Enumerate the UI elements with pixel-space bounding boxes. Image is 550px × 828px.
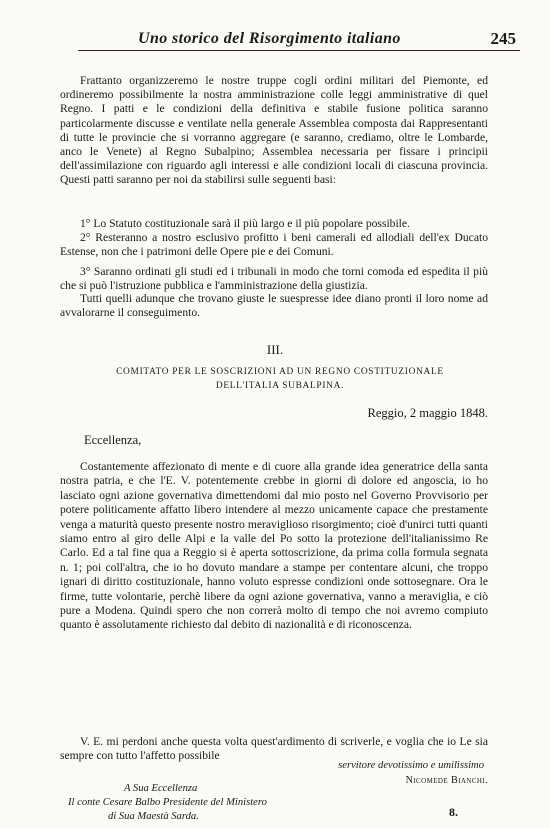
sheet-mark: 8. — [449, 805, 458, 819]
list-item-studi: 3° Saranno ordinati gli studi ed i tribunali in modo che torni comoda ed espedita il più che si può l'istruzione pubblica e l'amministrazione della giustizia. — [60, 265, 488, 293]
address-line-3: di Sua Maestà Sarda. — [108, 811, 199, 822]
section-heading — [70, 366, 490, 393]
letter-closing-formula: servitore devotissimo e umilissimo — [338, 760, 484, 771]
address-line-2: Il conte Cesare Balbo Presidente del Ministero — [68, 797, 267, 808]
letter-paragraph-main: Costantemente affezionato di mente e di cuore alla grande idea generatrice della santa nostra patria, e che l'E. V. potentemente crebbe in giorni di dolore ed angoscia, io ho lasciato ogni azione governativa dimettendomi dal mio posto nel Governo Provvisorio per potere politicamente affatto libero intendere al mezzo unicamente capace che prestamente venga a maturità questo presente nostro meraviglioso risorgimento; cioè d'unirci tutti quanti siamo entro al giro delle Alpi e la valle del Po sotto la protezione dell'italianissimo Re Carlo. Ed a tal fine qua a Reggio si è aperta sottoscrizione, da prima colla formula segnata n. 1; poi coll'altra, che io ho dovuto mandare a stampe per contentare alcuni, che troppo ignari di diritto costituzionale, hanno voluto espresse condizioni onde sottosegnare. Ora le firme, tutte volontarie, perchè libere da ogni azione governativa, vanno a meraviglia, e ciò pure a Modena. Quindi spero che non correrà molto di tempo che noi avremo compiuto quanto è assolutamente richiesto dal debito di nazionalità e di riconoscenza. — [60, 460, 488, 632]
section-numeral: III. — [266, 342, 284, 357]
letter-dateline: Reggio, 2 maggio 1848. — [367, 406, 488, 420]
paragraph-tutti: Tutti quelli adunque che trovano giuste le suespresse idee diano pronti il loro nome ad avvalorarne il conseguimento. — [60, 292, 488, 320]
letter-signature: Nicomede Bianchi. — [405, 775, 488, 786]
page-number: 245 — [490, 29, 516, 48]
paragraph-frattanto: Frattanto organizzeremo le nostre truppe cogli ordini militari del Piemonte, ed ordineremo possibilmente la nostra amministrazione colle leggi amministrative di quel Regno. I patti e le condizioni della definitiva e stabile fusione politica saranno particolarmente discusse e ventilate nella generale Assemblea composta dai Rappresentanti di tutte le provincie che si vorranno aggregare (e saranno, crediamo, oltre le Lombarde, anco le Venete) al Regno Subalpino; Assemblea necessaria per fissare i principii dell'assimilazione con riguardo agli interessi e alle condizioni locali di ciascuna provincia. Questi patti saranno per noi da stabilirsi sulle seguenti basi: — [60, 74, 488, 187]
address-line-1: A Sua Eccellenza — [124, 783, 198, 794]
list-item-statuto: 1° Lo Statuto costituzionale sarà il più largo e il più popolare possibile. — [80, 217, 410, 230]
letter-paragraph-closing: V. E. mi perdoni anche questa volta quest'ardimento di scriverle, e voglia che io Le sia sempre con tutto l'affetto possibile — [60, 735, 488, 763]
page-header — [78, 28, 520, 51]
list-item-beni: 2° Resteranno a nostro esclusivo profitto i beni camerali ed allodiali dell'ex Ducato Estense, non che i patrimoni delle Opere pie e dei Comuni. — [60, 231, 488, 259]
section-heading-line1: COMITATO PER LE SOSCRIZIONI AD UN REGNO COSTITUZIONALE — [116, 367, 444, 377]
running-head: Uno storico del Risorgimento italiano — [138, 30, 401, 47]
section-heading-line2: DELL'ITALIA SUBALPINA. — [215, 380, 345, 391]
letter-salutation: Eccellenza, — [84, 433, 142, 447]
